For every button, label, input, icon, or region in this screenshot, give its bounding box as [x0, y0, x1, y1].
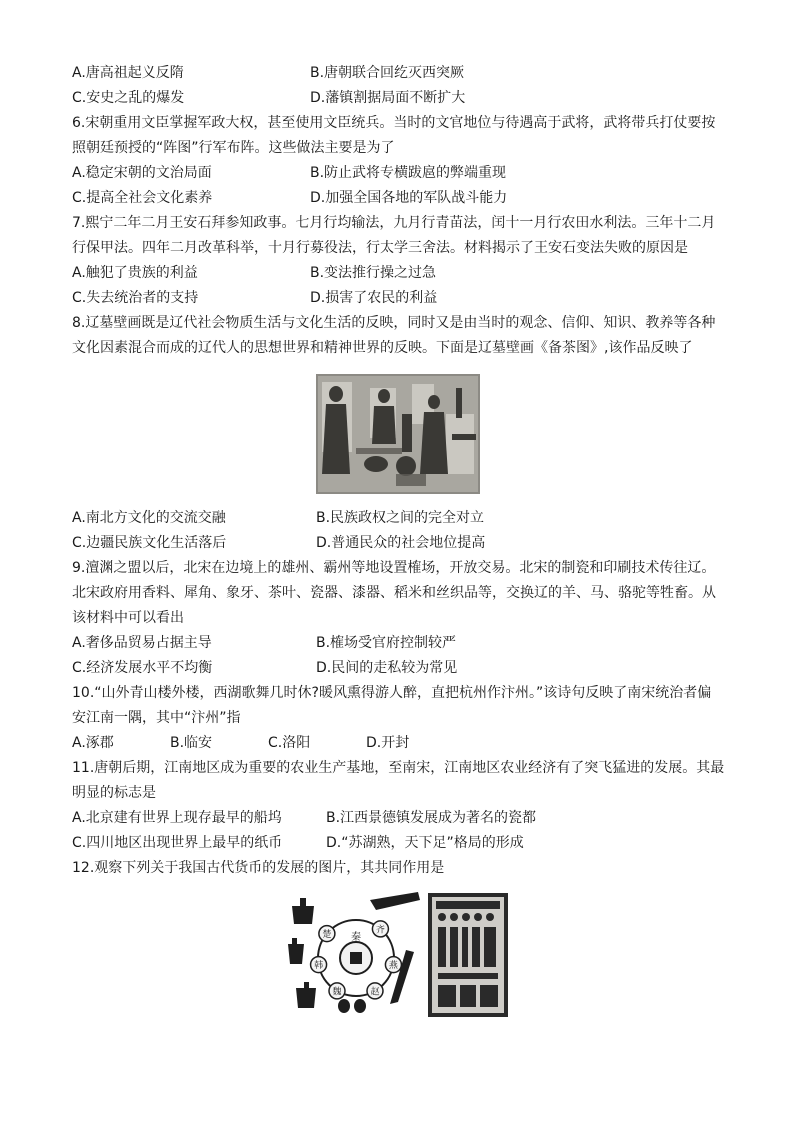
state-coin-label: 燕 [388, 961, 398, 972]
paper-money-jiaozi [428, 893, 508, 1017]
q5-option-b[interactable]: B.唐朝联合回纥灭西突厥 [310, 65, 465, 81]
q9-stem-line2: 北宋政府用香料、犀角、象牙、茶叶、瓷器、漆器、稻米和丝织品等，交换辽的羊、马、骆驼等牲畜。从 [72, 585, 716, 601]
q11-option-d[interactable]: D.“苏湖熟，天下足”格局的形成 [326, 835, 524, 851]
q5-option-a[interactable]: A.唐高祖起义反隋 [72, 65, 184, 81]
q9-option-c[interactable]: C.经济发展水平不均衡 [72, 660, 213, 676]
q7-stem-line1: 7.熙宁二年二月王安石拜参知政事。七月行均输法，九月行青苗法，闰十一月行农田水利法。三年十二月 [72, 215, 716, 231]
ancient-coins-diagram [286, 890, 426, 1016]
q8-option-c[interactable]: C.边疆民族文化生活落后 [72, 535, 227, 551]
state-coin-label: 赵 [370, 987, 380, 998]
spade-coin-icon-2 [288, 938, 304, 964]
q6-option-c[interactable]: C.提高全社会文化素养 [72, 190, 213, 206]
state-coin-label: 韩 [314, 961, 324, 972]
q6-option-b[interactable]: B.防止武将专横跋扈的弊端重现 [310, 165, 507, 181]
q5-option-d[interactable]: D.藩镇割据局面不断扩大 [310, 90, 466, 106]
q9-stem-line1: 9.澶渊之盟以后，北宋在边境上的雄州、霸州等地设置榷场，开放交易。北宋的制瓷和印刷技术传往辽。 [72, 560, 716, 576]
mural-tea-painting [316, 374, 480, 494]
q8-option-a[interactable]: A.南北方文化的交流交融 [72, 510, 226, 526]
q8-stem-line1: 8.辽墓壁画既是辽代社会物质生活与文化生活的反映，同时又是由当时的观念、信仰、知识、教养等各种 [72, 315, 716, 331]
mural-tea-painting-svg [316, 374, 480, 494]
q7-option-c[interactable]: C.失去统治者的支持 [72, 290, 199, 306]
q8-option-d[interactable]: D.普通民众的社会地位提高 [316, 535, 486, 551]
q10-option-d[interactable]: D.开封 [366, 735, 410, 751]
paper-money-svg [428, 893, 508, 1017]
q6-stem-line1: 6.宋朝重用文臣掌握军政大权，甚至使用文臣统兵。当时的文官地位与待遇高于武将，武将带兵打仗要按 [72, 115, 716, 131]
coin-center-label: 秦 [351, 932, 361, 943]
q6-option-a[interactable]: A.稳定宋朝的文治局面 [72, 165, 212, 181]
q7-option-d[interactable]: D.损害了农民的利益 [310, 290, 438, 306]
q6-option-d[interactable]: D.加强全国各地的军队战斗能力 [310, 190, 508, 206]
q11-option-a[interactable]: A.北京建有世界上现存最早的船坞 [72, 810, 282, 826]
q11-stem-line2: 明显的标志是 [72, 785, 156, 801]
spade-coin-icon [292, 898, 314, 924]
q11-option-c[interactable]: C.四川地区出现世界上最早的纸币 [72, 835, 283, 851]
q10-option-a[interactable]: A.涿郡 [72, 735, 114, 751]
q7-option-b[interactable]: B.变法推行操之过急 [310, 265, 437, 281]
ancient-coins-svg [286, 890, 426, 1016]
q12-stem-line1: 12.观察下列关于我国古代货币的发展的图片，其共同作用是 [72, 860, 445, 876]
q8-option-b[interactable]: B.民族政权之间的完全对立 [316, 510, 485, 526]
ant-nose-coin-icon [338, 999, 350, 1013]
knife-coin-icon [370, 892, 420, 910]
state-coin-label: 魏 [332, 987, 342, 998]
state-coin-label: 齐 [375, 925, 385, 936]
spade-coin-icon-3 [296, 982, 316, 1008]
q10-option-b[interactable]: B.临安 [170, 735, 213, 751]
q10-stem-line1: 10.“山外青山楼外楼，西湖歌舞几时休?暖风熏得游人醉，直把杭州作汴州。”该诗句反映了南宋统治者偏 [72, 685, 712, 701]
q7-option-a[interactable]: A.触犯了贵族的利益 [72, 265, 198, 281]
q6-stem-line2: 照朝廷预授的“阵图”行军布阵。这些做法主要是为了 [72, 140, 395, 156]
q10-option-c[interactable]: C.洛阳 [268, 735, 311, 751]
q7-stem-line2: 行保甲法。四年二月改革科举，十月行募役法，行太学三舍法。材料揭示了王安石变法失败的原因是 [72, 240, 688, 256]
q9-option-d[interactable]: D.民间的走私较为常见 [316, 660, 458, 676]
q5-option-c[interactable]: C.安史之乱的爆发 [72, 90, 185, 106]
ant-nose-coin-icon-2 [354, 999, 366, 1013]
q8-stem-line2: 文化因素混合而成的辽代人的思想世界和精神世界的反映。下面是辽墓壁画《备茶图》,该作品反映了 [72, 340, 693, 356]
q10-stem-line2: 安江南一隅，其中“汴州”指 [72, 710, 241, 726]
q9-option-b[interactable]: B.榷场受官府控制较严 [316, 635, 457, 651]
state-coin-label: 楚 [322, 930, 332, 941]
q11-option-b[interactable]: B.江西景德镇发展成为著名的瓷都 [326, 810, 537, 826]
q11-stem-line1: 11.唐朝后期，江南地区成为重要的农业生产基地，至南宋，江南地区农业经济有了突飞猛进的发展。其最 [72, 760, 725, 776]
q9-stem-line3: 该材料中可以看出 [72, 610, 184, 626]
q9-option-a[interactable]: A.奢侈品贸易占据主导 [72, 635, 212, 651]
